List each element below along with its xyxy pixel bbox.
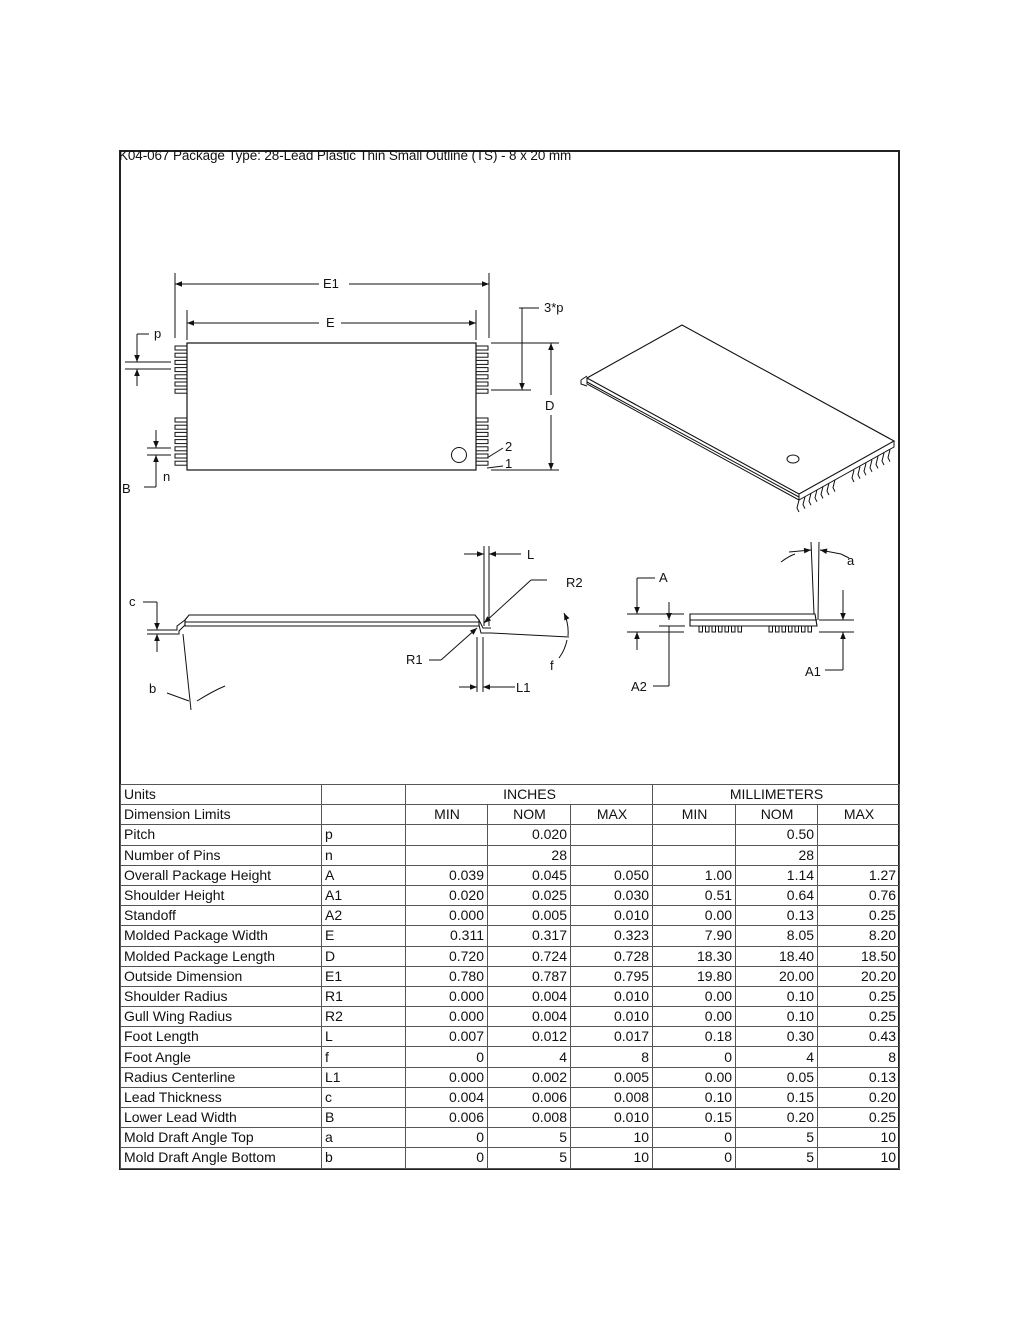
lead xyxy=(782,626,786,632)
lead xyxy=(476,389,488,393)
dimension-value: 8.20 xyxy=(818,926,900,946)
lead xyxy=(175,382,187,386)
limit-header: MAX xyxy=(818,805,900,825)
label-n: n xyxy=(163,469,171,484)
dimension-value: 8 xyxy=(571,1047,653,1067)
table-limits-row xyxy=(121,805,900,825)
lead xyxy=(738,626,742,632)
dimension-value: 0.13 xyxy=(818,1067,900,1087)
table-row xyxy=(121,986,900,1006)
dimension-value: 0.720 xyxy=(406,946,488,966)
dimension-value: 0.76 xyxy=(818,885,900,905)
dimension-value: 10 xyxy=(571,1128,653,1148)
units-label: Units xyxy=(121,785,322,805)
dimension-symbol: a xyxy=(322,1128,406,1148)
lead xyxy=(175,389,187,393)
dimension-value: 0.010 xyxy=(571,986,653,1006)
lead xyxy=(476,375,488,379)
dimension-value xyxy=(406,825,488,845)
package-drawing xyxy=(119,150,900,784)
dimension-name: Mold Draft Angle Bottom xyxy=(121,1148,322,1168)
table-row xyxy=(121,906,900,926)
dimension-name: Outside Dimension xyxy=(121,966,322,986)
table-row xyxy=(121,1067,900,1087)
dimension-symbol: p xyxy=(322,825,406,845)
dimension-value: 0.10 xyxy=(736,1007,818,1027)
dimension-name: Radius Centerline xyxy=(121,1067,322,1087)
dimension-value: 0.51 xyxy=(653,885,736,905)
dimension-value: 0.317 xyxy=(488,926,571,946)
dimension-value: 0.25 xyxy=(818,1108,900,1128)
dimension-symbol: R2 xyxy=(322,1007,406,1027)
label-A: A xyxy=(659,570,668,585)
limit-header: MIN xyxy=(653,805,736,825)
dimension-value: 0.64 xyxy=(736,885,818,905)
lead xyxy=(769,626,773,632)
label-E1: E1 xyxy=(323,276,339,291)
dimension-value: 0.045 xyxy=(488,865,571,885)
label-f: f xyxy=(550,658,554,673)
lead xyxy=(712,626,716,632)
dimension-value: 0.15 xyxy=(736,1087,818,1107)
lead xyxy=(803,497,805,509)
lead xyxy=(882,453,884,465)
dimension-value: 0.787 xyxy=(488,966,571,986)
dimension-value: 0.323 xyxy=(571,926,653,946)
dimension-value: 18.50 xyxy=(818,946,900,966)
dimension-value: 0.000 xyxy=(406,986,488,1006)
dimension-symbol: n xyxy=(322,845,406,865)
lead xyxy=(732,626,736,632)
lead xyxy=(175,432,187,436)
label-R1: R1 xyxy=(406,652,423,667)
dimension-name: Shoulder Height xyxy=(121,885,322,905)
dimension-value: 0.20 xyxy=(736,1108,818,1128)
lead xyxy=(802,626,806,632)
dimension-value: 0.795 xyxy=(571,966,653,986)
lead xyxy=(808,626,812,632)
dimension-value: 0.50 xyxy=(736,825,818,845)
lead xyxy=(175,454,187,458)
lead xyxy=(175,440,187,444)
dimension-name: Lower Lead Width xyxy=(121,1108,322,1128)
table-row xyxy=(121,1108,900,1128)
dimension-value: 0.008 xyxy=(571,1087,653,1107)
dimension-value xyxy=(653,845,736,865)
side-view xyxy=(143,546,569,710)
dimension-value: 0.30 xyxy=(736,1027,818,1047)
label-c: c xyxy=(129,594,136,609)
lead xyxy=(476,360,488,364)
dimension-symbol: A2 xyxy=(322,906,406,926)
dimension-value: 0.020 xyxy=(488,825,571,845)
dimension-value: 0.724 xyxy=(488,946,571,966)
lead xyxy=(175,368,187,372)
dimension-value: 5 xyxy=(736,1148,818,1168)
lead xyxy=(776,626,780,632)
lead xyxy=(476,418,488,422)
lead xyxy=(719,626,723,632)
table-row xyxy=(121,966,900,986)
dimension-name: Lead Thickness xyxy=(121,1087,322,1107)
dimension-value: 0.050 xyxy=(571,865,653,885)
dimension-name: Molded Package Width xyxy=(121,926,322,946)
dimension-value: 0.18 xyxy=(653,1027,736,1047)
lead xyxy=(476,353,488,357)
lead xyxy=(175,360,187,364)
dimension-symbol: B xyxy=(322,1108,406,1128)
dimension-value: 0.13 xyxy=(736,906,818,926)
dimension-value: 0.00 xyxy=(653,906,736,926)
table-row xyxy=(121,946,900,966)
label-2: 2 xyxy=(505,439,513,454)
label-p: p xyxy=(154,326,162,341)
dimension-name: Mold Draft Angle Top xyxy=(121,1128,322,1148)
dimension-value: 0.025 xyxy=(488,885,571,905)
lead xyxy=(858,467,860,479)
dimension-value: 0.00 xyxy=(653,1067,736,1087)
dimension-value: 1.00 xyxy=(653,865,736,885)
dimension-value: 0.05 xyxy=(736,1067,818,1087)
dimension-value: 0.00 xyxy=(653,1007,736,1027)
dimension-value: 0.004 xyxy=(406,1087,488,1107)
lead xyxy=(809,493,811,505)
dimension-value: 0 xyxy=(653,1128,736,1148)
dimension-value xyxy=(571,845,653,865)
dimension-table xyxy=(120,784,900,1169)
dimension-value: 1.27 xyxy=(818,865,900,885)
lead xyxy=(476,432,488,436)
dimension-value: 0 xyxy=(653,1047,736,1067)
table-row xyxy=(121,926,900,946)
dimension-symbol: L xyxy=(322,1027,406,1047)
dimension-value: 0.017 xyxy=(571,1027,653,1047)
dimension-value: 0.008 xyxy=(488,1108,571,1128)
lead xyxy=(888,450,890,462)
dimension-value: 18.40 xyxy=(736,946,818,966)
dimension-value: 0.15 xyxy=(653,1108,736,1128)
dimension-symbol: b xyxy=(322,1148,406,1168)
lead xyxy=(789,626,793,632)
limit-header: NOM xyxy=(736,805,818,825)
lead xyxy=(476,461,488,465)
dimension-value: 0.005 xyxy=(488,906,571,926)
lead xyxy=(852,470,854,482)
dimension-value: 0.728 xyxy=(571,946,653,966)
dimension-value: 0.010 xyxy=(571,1108,653,1128)
label-L1: L1 xyxy=(516,680,531,695)
lead xyxy=(476,454,488,458)
dimension-symbol: c xyxy=(322,1087,406,1107)
table-row xyxy=(121,1007,900,1027)
dimension-value: 0.10 xyxy=(653,1087,736,1107)
label-E: E xyxy=(326,315,335,330)
dimension-value: 0.000 xyxy=(406,1067,488,1087)
dimension-value: 0.007 xyxy=(406,1027,488,1047)
top-view-leads-left xyxy=(175,346,187,465)
lead xyxy=(476,440,488,444)
lead xyxy=(476,425,488,429)
limit-header: NOM xyxy=(488,805,571,825)
lead xyxy=(476,447,488,451)
dimension-value xyxy=(406,845,488,865)
dimension-value: 8 xyxy=(818,1047,900,1067)
label-D: D xyxy=(545,398,555,413)
dimension-value: 0.010 xyxy=(571,1007,653,1027)
dimension-value: 0.039 xyxy=(406,865,488,885)
dimension-value: 0.311 xyxy=(406,926,488,946)
label-L: L xyxy=(527,547,535,562)
dimension-name: Foot Length xyxy=(121,1027,322,1047)
document-title: K04-067 Package Type: 28-Lead Plastic Thin Small Outline (TS) - 8 x 20 mm xyxy=(119,148,572,163)
dimension-value: 5 xyxy=(736,1128,818,1148)
dimension-value: 0 xyxy=(406,1148,488,1168)
dimension-value: 0.004 xyxy=(488,1007,571,1027)
dimension-value: 0.002 xyxy=(488,1067,571,1087)
dimension-value: 18.30 xyxy=(653,946,736,966)
lead xyxy=(175,346,187,350)
dimension-value: 19.80 xyxy=(653,966,736,986)
dimension-value: 0 xyxy=(406,1128,488,1148)
dimension-value: 7.90 xyxy=(653,926,736,946)
dimension-value: 0.25 xyxy=(818,986,900,1006)
dimension-value: 0.004 xyxy=(488,986,571,1006)
limit-header: MAX xyxy=(571,805,653,825)
label-A1: A1 xyxy=(805,664,821,679)
dimension-value: 4 xyxy=(736,1047,818,1067)
dimension-value: 0.780 xyxy=(406,966,488,986)
lead xyxy=(827,483,829,495)
dimension-value xyxy=(571,825,653,845)
dimension-value: 0.20 xyxy=(818,1087,900,1107)
dimension-value: 0.005 xyxy=(571,1067,653,1087)
lead xyxy=(706,626,710,632)
lead xyxy=(476,382,488,386)
dimension-value: 10 xyxy=(818,1128,900,1148)
dimension-value: 8.05 xyxy=(736,926,818,946)
dimension-value: 10 xyxy=(571,1148,653,1168)
dimension-symbol: E xyxy=(322,926,406,946)
lead xyxy=(699,626,703,632)
dimension-value: 0.000 xyxy=(406,906,488,926)
label-3p: 3*p xyxy=(544,300,564,315)
dimension-symbol: A1 xyxy=(322,885,406,905)
table-row xyxy=(121,845,900,865)
dimension-value: 0.012 xyxy=(488,1027,571,1047)
dimension-name: Pitch xyxy=(121,825,322,845)
lead xyxy=(870,460,872,472)
top-view-body xyxy=(187,343,476,470)
dimension-symbol: A xyxy=(322,865,406,885)
lead xyxy=(725,626,729,632)
lead xyxy=(175,375,187,379)
dimension-value: 0.25 xyxy=(818,906,900,926)
dimension-value: 1.14 xyxy=(736,865,818,885)
top-view-leads-right xyxy=(476,346,488,465)
dimension-value xyxy=(818,825,900,845)
dimension-value: 5 xyxy=(488,1148,571,1168)
dimension-name: Shoulder Radius xyxy=(121,986,322,1006)
lead xyxy=(864,463,866,475)
dimension-value: 0.006 xyxy=(406,1108,488,1128)
lead xyxy=(175,447,187,451)
label-R2: R2 xyxy=(566,575,583,590)
lead xyxy=(175,461,187,465)
dimension-value: 0.020 xyxy=(406,885,488,905)
dimension-value: 0.10 xyxy=(736,986,818,1006)
lead xyxy=(175,418,187,422)
dimension-name: Foot Angle xyxy=(121,1047,322,1067)
dimension-value: 20.20 xyxy=(818,966,900,986)
dimension-value: 0 xyxy=(406,1047,488,1067)
table-row xyxy=(121,885,900,905)
lead xyxy=(175,353,187,357)
table-row xyxy=(121,1087,900,1107)
dimension-value: 0.00 xyxy=(653,986,736,1006)
dimension-name: Number of Pins xyxy=(121,845,322,865)
table-row xyxy=(121,865,900,885)
dimension-value: 0.006 xyxy=(488,1087,571,1107)
dimension-symbol: D xyxy=(322,946,406,966)
dimension-value: 0.25 xyxy=(818,1007,900,1027)
label-a: a xyxy=(847,553,855,568)
dimension-value xyxy=(653,825,736,845)
lead xyxy=(476,346,488,350)
dimension-symbol: f xyxy=(322,1047,406,1067)
pin1-marker xyxy=(452,448,467,463)
limit-header: MIN xyxy=(406,805,488,825)
label-1: 1 xyxy=(505,456,513,471)
dimension-name: Gull Wing Radius xyxy=(121,1007,322,1027)
table-row xyxy=(121,1047,900,1067)
lead xyxy=(797,500,799,512)
dimension-name: Overall Package Height xyxy=(121,865,322,885)
dimension-value: 20.00 xyxy=(736,966,818,986)
lead xyxy=(175,425,187,429)
lead xyxy=(876,456,878,468)
dimension-value: 0.030 xyxy=(571,885,653,905)
dimension-name: Standoff xyxy=(121,906,322,926)
lead xyxy=(795,626,799,632)
dimension-value: 28 xyxy=(736,845,818,865)
dimension-value: 0.43 xyxy=(818,1027,900,1047)
dimension-value: 0 xyxy=(653,1148,736,1168)
table-row xyxy=(121,1027,900,1047)
lead xyxy=(815,490,817,502)
label-B: B xyxy=(122,481,131,496)
dimension-symbol: L1 xyxy=(322,1067,406,1087)
table-units-row xyxy=(121,785,900,805)
table-row xyxy=(121,1128,900,1148)
dimension-value: 4 xyxy=(488,1047,571,1067)
dimension-value: 10 xyxy=(818,1148,900,1168)
dimension-value xyxy=(818,845,900,865)
dimension-value: 28 xyxy=(488,845,571,865)
dimension-symbol: E1 xyxy=(322,966,406,986)
dimension-symbol: R1 xyxy=(322,986,406,1006)
inches-header: INCHES xyxy=(406,785,653,805)
limits-label: Dimension Limits xyxy=(121,805,322,825)
lead xyxy=(476,368,488,372)
table-row xyxy=(121,825,900,845)
label-A2: A2 xyxy=(631,679,647,694)
lead xyxy=(821,486,823,498)
iso-view xyxy=(581,325,894,512)
dimension-value: 0.010 xyxy=(571,906,653,926)
table-row xyxy=(121,1148,900,1168)
dimension-value: 0.000 xyxy=(406,1007,488,1027)
millimeters-header: MILLIMETERS xyxy=(653,785,900,805)
dimension-value: 5 xyxy=(488,1128,571,1148)
dimension-name: Molded Package Length xyxy=(121,946,322,966)
label-b: b xyxy=(149,681,157,696)
